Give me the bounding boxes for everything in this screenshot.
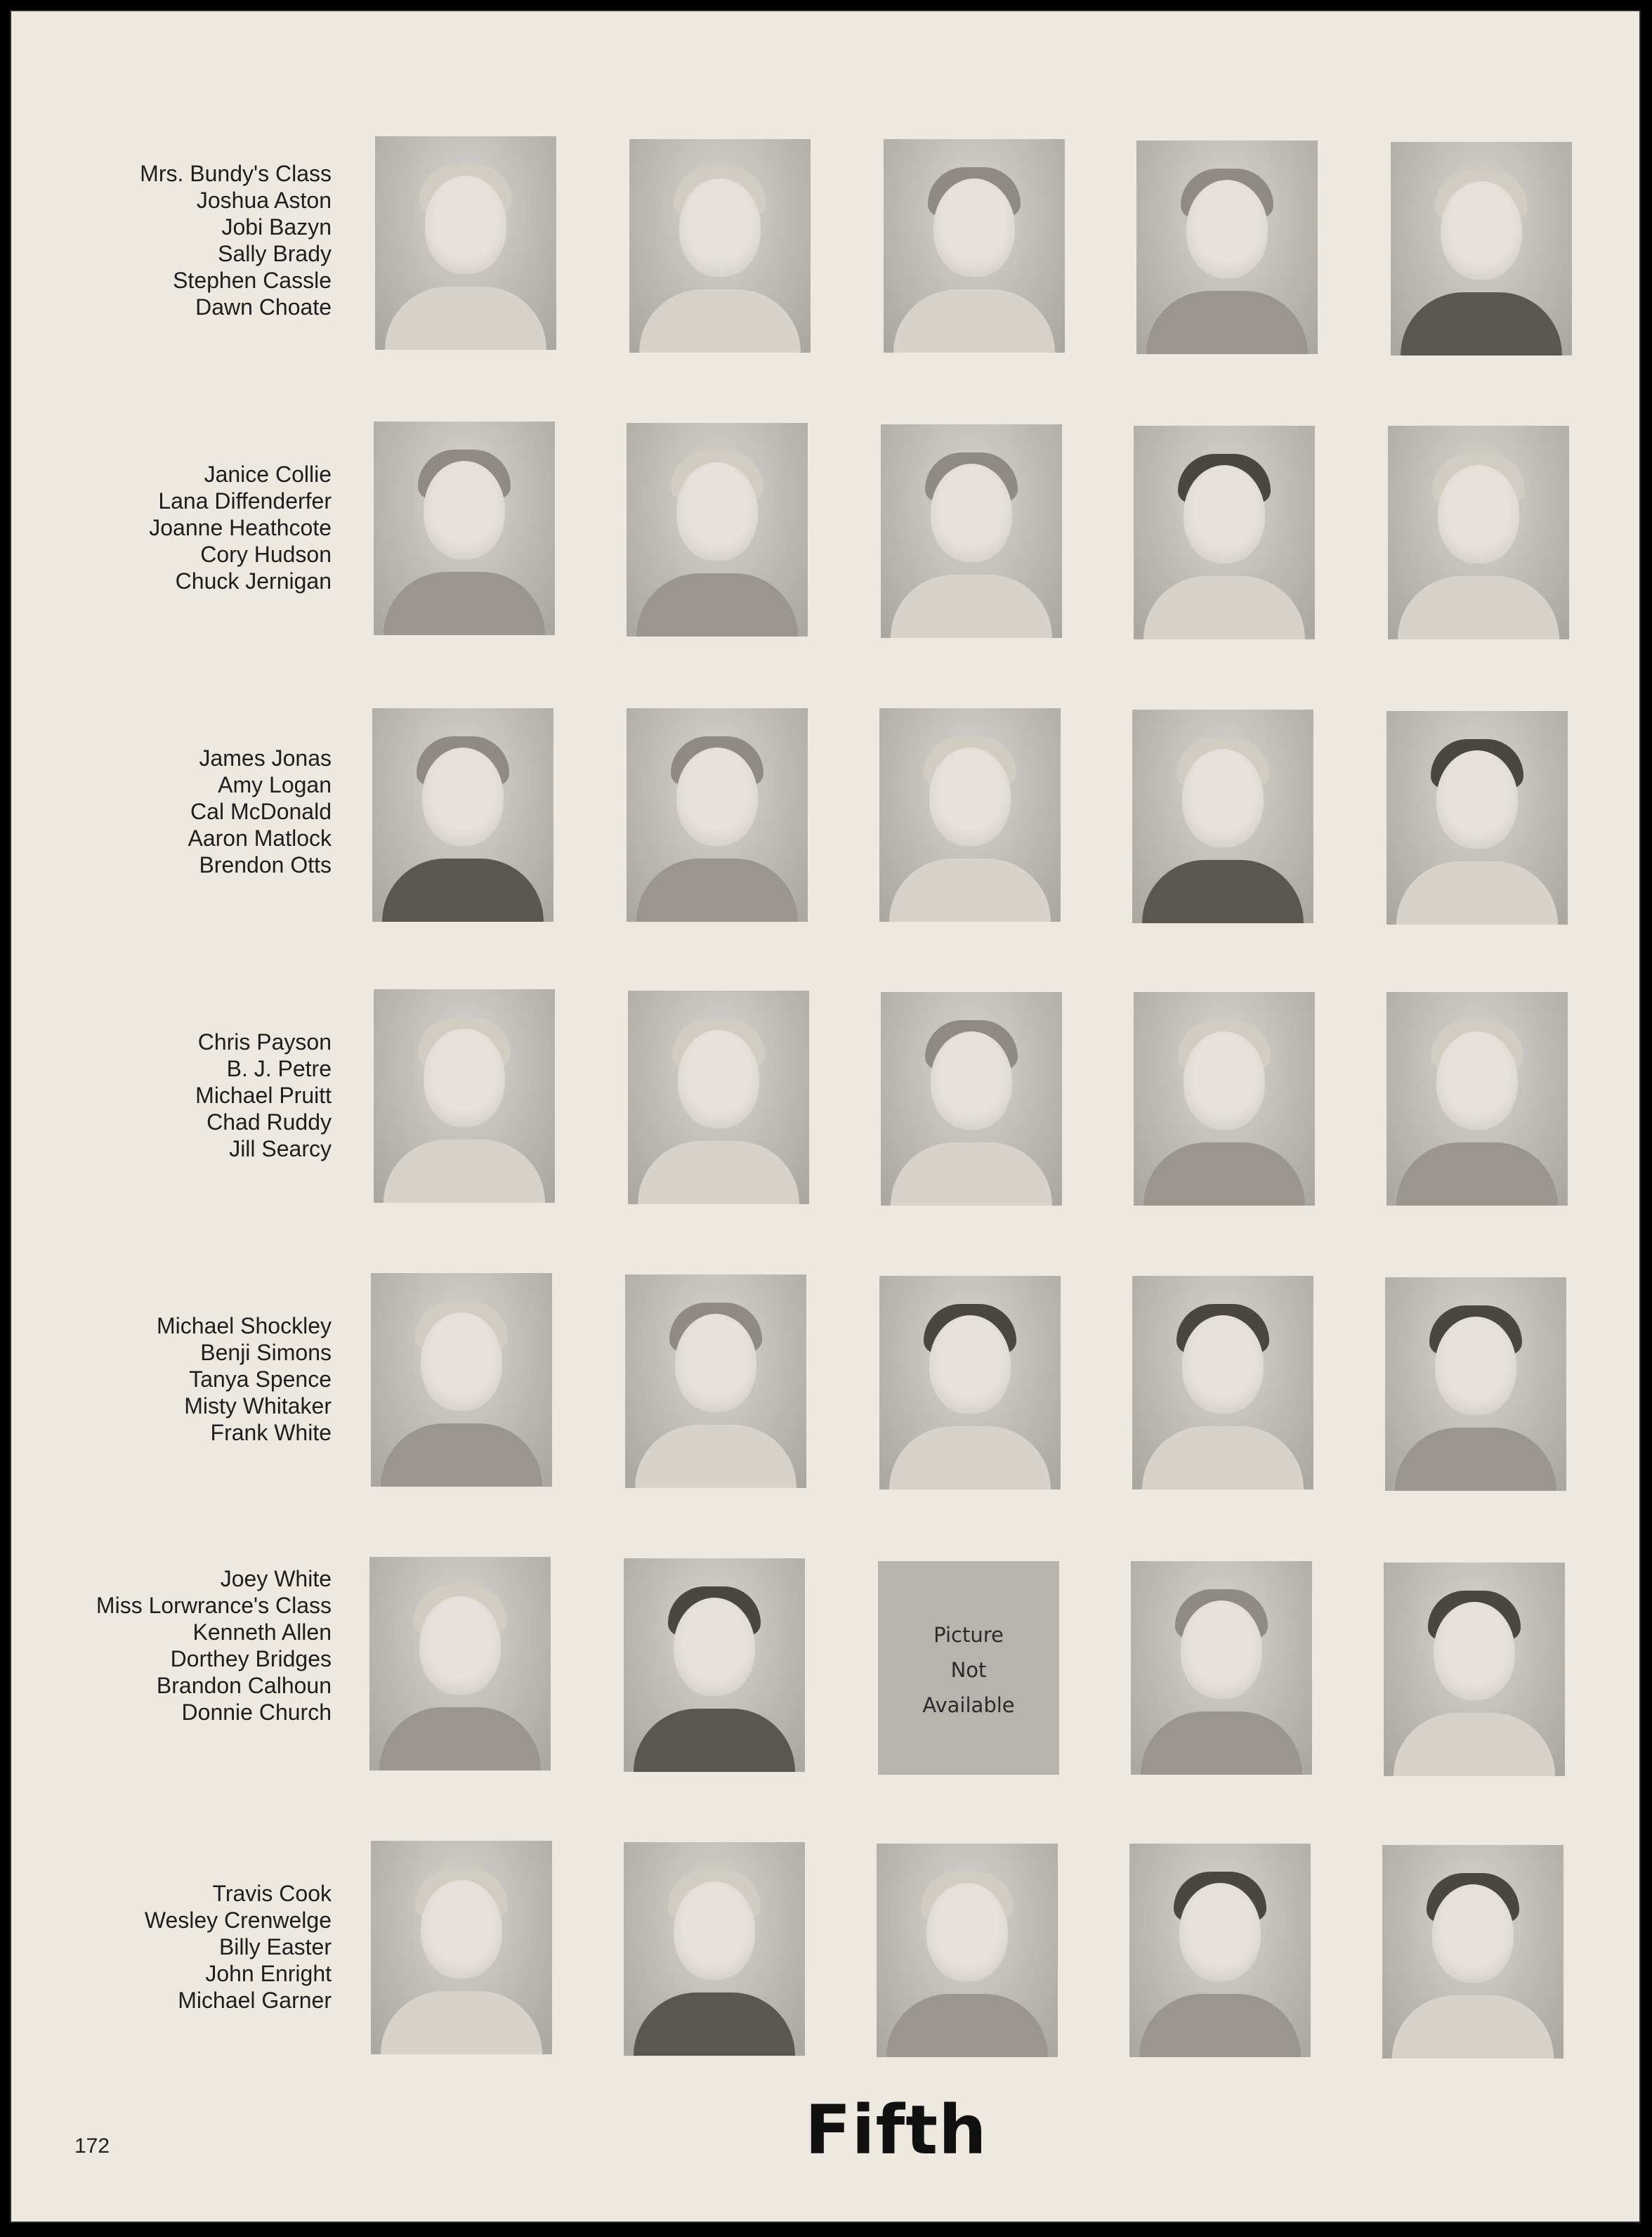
student-name: Travis Cook [212,1881,332,1906]
student-name: Jobi Bazyn [221,214,332,240]
student-name: Stephen Cassle [173,268,332,293]
student-photo [371,1841,552,2054]
student-photo [1131,1561,1312,1775]
student-name: Joey White [220,1566,332,1591]
student-photo [624,1842,805,2056]
portrait-row [11,1841,1639,2066]
names-list [140,160,332,320]
student-name: Donnie Church [181,1700,332,1725]
student-photo [1134,992,1315,1206]
student-name: Dorthey Bridges [170,1646,332,1671]
picture-not-available-placeholder [878,1561,1059,1775]
student-photo [1386,992,1568,1206]
student-name: Kenneth Allen [192,1619,332,1645]
student-photo [627,423,808,637]
student-photo [1132,1276,1313,1489]
student-photo [625,1274,806,1488]
student-name: Chris Payson [197,1029,332,1055]
portrait-row [11,1557,1639,1782]
student-photo [374,989,555,1203]
portrait-row [11,1273,1639,1498]
student-photo [375,136,556,350]
student-name: Jill Searcy [229,1136,332,1161]
grade-title: Fifth [805,2091,988,2170]
student-name: Michael Garner [178,1988,332,2013]
student-name: Chad Ruddy [206,1109,332,1135]
student-name: John Enright [205,1961,332,1986]
portrait-row [11,422,1639,646]
portrait-row [11,989,1639,1214]
names-list [145,1880,332,2014]
student-photo [879,708,1061,922]
student-name: Misty Whitaker [184,1393,332,1418]
names-list [157,1312,332,1446]
student-name: Chuck Jernigan [175,568,332,594]
student-name: Dawn Choate [195,294,332,320]
student-name: Sally Brady [218,241,332,266]
student-photo [374,422,555,635]
student-name: Michael Shockley [157,1313,332,1338]
portrait-row [11,135,1639,360]
student-photo [627,708,808,922]
student-photo [1134,426,1315,639]
student-photo [371,1273,552,1487]
student-name: Brandon Calhoun [156,1673,332,1698]
student-name: B. J. Petre [226,1056,332,1081]
names-list [195,1029,332,1162]
student-photo [1129,1844,1311,2057]
student-name: Amy Logan [218,772,332,797]
student-name: Joshua Aston [196,188,332,213]
page-number: 172 [74,2134,110,2158]
class-label: Miss Lorwrance's Class [96,1593,332,1618]
names-list [188,745,332,878]
student-name: Lana Diffenderfer [158,488,332,514]
student-name: Janice Collie [204,462,332,487]
student-photo [1384,1563,1565,1776]
student-photo [629,139,811,353]
student-name: Joanne Heathcote [149,515,332,540]
student-photo [877,1844,1058,2057]
student-photo [1386,711,1568,925]
student-name: Aaron Matlock [188,826,332,851]
student-name: James Jonas [199,745,332,771]
student-photo [1385,1277,1566,1491]
class-label: Mrs. Bundy's Class [140,161,332,186]
student-photo [372,708,553,922]
student-name: Tanya Spence [189,1367,332,1392]
student-name: Billy Easter [218,1934,332,1959]
portrait-row [11,705,1639,930]
student-name: Wesley Crenwelge [144,1907,332,1933]
student-photo [1132,710,1313,923]
student-photo [1382,1845,1563,2059]
yearbook-page [10,10,1641,2223]
student-name: Frank White [210,1420,332,1445]
student-photo [624,1558,805,1772]
student-name: Cory Hudson [200,542,332,567]
placeholder-text: Picture Not Available [922,1623,1015,1717]
student-photo [1136,141,1318,354]
student-name: Brendon Otts [199,852,332,878]
names-list [149,461,332,594]
names-list [96,1565,332,1726]
student-photo [879,1276,1061,1489]
student-photo [881,424,1062,638]
student-photo [1391,142,1572,356]
student-name: Cal McDonald [190,799,332,824]
student-photo [884,139,1065,353]
student-photo [1388,426,1569,639]
student-photo [628,991,809,1204]
student-photo [369,1557,551,1770]
student-name: Michael Pruitt [195,1083,332,1108]
student-photo [881,992,1062,1206]
student-name: Benji Simons [200,1340,332,1365]
